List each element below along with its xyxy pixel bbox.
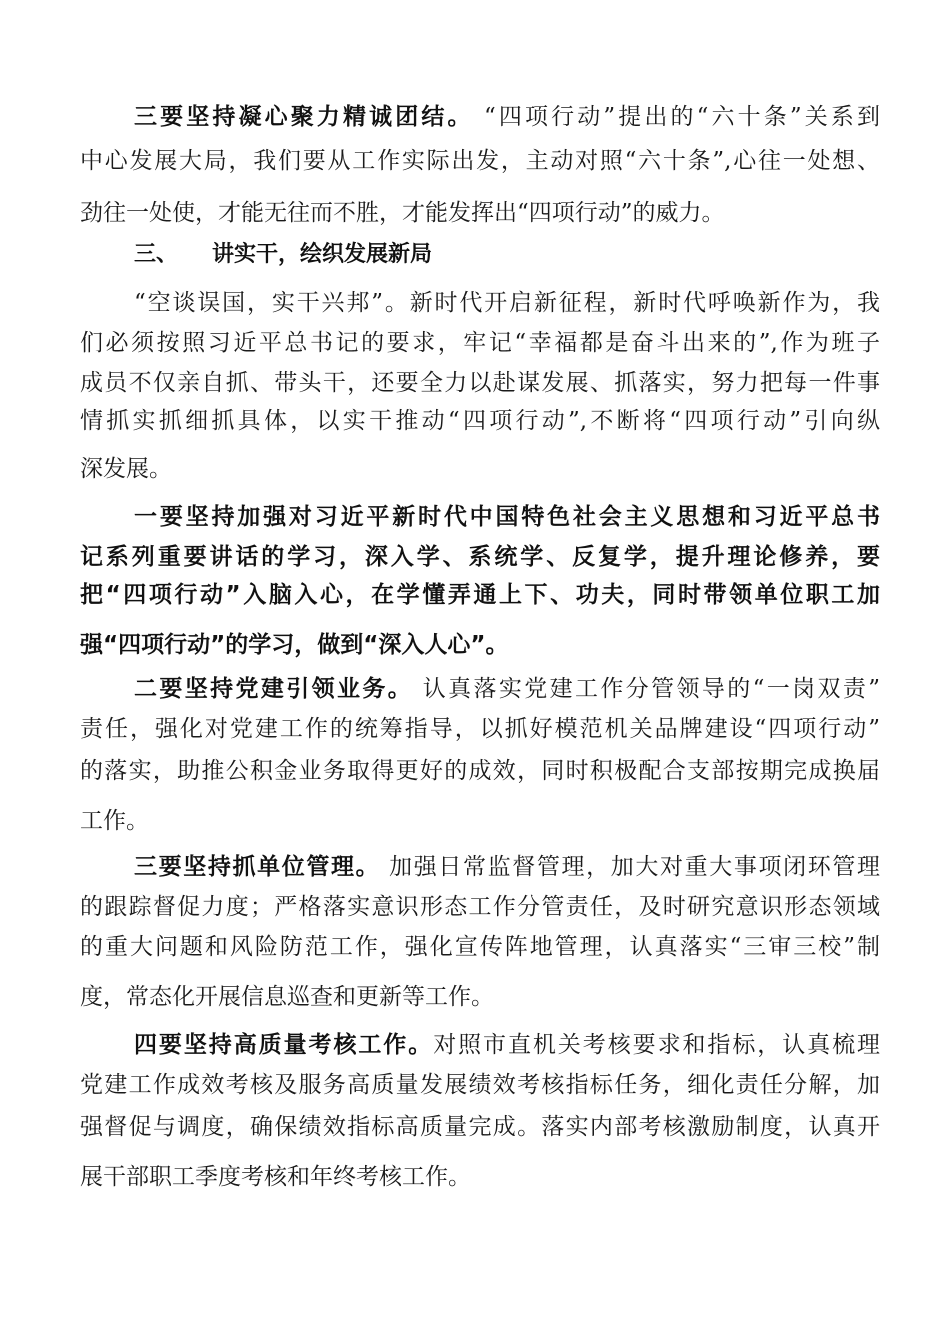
paragraph-6-line-1-text: 对照市直机关考核要求和指标，认真梳理 xyxy=(433,1032,881,1058)
paragraph-5-lead: 三要坚持抓单位管理。 xyxy=(134,854,381,880)
paragraph-1-line-2: 中心发展大局，我们要从工作实际出发，主动对照“六十条”,心往一处想、 xyxy=(80,148,880,174)
paragraph-1-line-1 xyxy=(134,106,880,129)
paragraph-6-lead: 四要坚持高质量考核工作。 xyxy=(134,1032,434,1058)
paragraph-2-line-3: 成员不仅亲自抓、带头干，还要全力以赴谋发展、抓落实，努力把每一件事 xyxy=(80,370,880,396)
paragraph-6-line-1 xyxy=(134,1034,880,1057)
paragraph-1-line-3: 劲往一处使，才能无往而不胜，才能发挥出“四项行动”的威力。 xyxy=(80,200,725,226)
section-3-heading xyxy=(134,244,432,266)
paragraph-3-line-2: 记系列重要讲话的学习，深入学、系统学、反复学，提升理论修养，要 xyxy=(80,544,880,570)
paragraph-6-line-3: 强督促与调度，确保绩效指标高质量完成。落实内部考核激励制度，认真开 xyxy=(80,1114,880,1140)
paragraph-4-line-1 xyxy=(134,678,880,701)
paragraph-4-line-4: 工作。 xyxy=(80,808,149,834)
paragraph-3-line-3: 把“四项行动”入脑入心，在学懂弄通上下、功夫，同时带领单位职工加 xyxy=(80,582,880,608)
paragraph-4-line-2: 责任，强化对党建工作的统筹指导，以抓好模范机关品牌建设“四项行动” xyxy=(80,716,880,742)
section-3-number: 三、 xyxy=(134,242,179,267)
paragraph-3-line-1: 一要坚持加强对习近平新时代中国特色社会主义思想和习近平总书 xyxy=(134,504,880,530)
paragraph-5-line-1-text: 加强日常监督管理，加大对重大事项闭环管理 xyxy=(380,854,881,880)
paragraph-4-line-3: 的落实，助推公积金业务取得更好的成效，同时积极配合支部按期完成换届 xyxy=(80,758,880,784)
paragraph-1-line-1-text: “四项行动”提出的“六十条”关系到 xyxy=(473,104,880,130)
paragraph-3-line-4: 强“四项行动”的学习，做到“深入人心”。 xyxy=(80,632,509,658)
paragraph-2-line-2: 们必须按照习近平总书记的要求，牢记“幸福都是奋斗出来的”,作为班子 xyxy=(80,330,880,356)
section-3-title: 讲实干，绘织发展新局 xyxy=(212,242,433,267)
paragraph-2-line-4: 情抓实抓细抓具体，以实干推动“四项行动”,不断将“四项行动”引向纵 xyxy=(80,408,880,434)
paragraph-2-line-5: 深发展。 xyxy=(80,456,172,482)
paragraph-4-lead: 二要坚持党建引领业务。 xyxy=(134,676,414,702)
paragraph-5-line-2: 的跟踪督促力度；严格落实意识形态工作分管责任，及时研究意识形态领域 xyxy=(80,894,880,920)
paragraph-6-line-4: 展干部职工季度考核和年终考核工作。 xyxy=(80,1164,471,1190)
paragraph-1-lead: 三要坚持凝心聚力精诚团结。 xyxy=(134,104,474,130)
paragraph-2-line-1: “空谈误国，实干兴邦”。新时代开启新征程，新时代呼唤新作为，我 xyxy=(134,290,880,316)
paragraph-4-line-1-text: 认真落实党建工作分管领导的“一岗双责” xyxy=(413,676,881,702)
paragraph-6-line-2: 党建工作成效考核及服务高质量发展绩效考核指标任务，细化责任分解，加 xyxy=(80,1072,880,1098)
paragraph-5-line-4: 度，常态化开展信息巡查和更新等工作。 xyxy=(80,984,494,1010)
paragraph-5-line-3: 的重大问题和风险防范工作，强化宣传阵地管理，认真落实“三审三校”制 xyxy=(80,934,880,960)
paragraph-5-line-1 xyxy=(134,856,880,879)
